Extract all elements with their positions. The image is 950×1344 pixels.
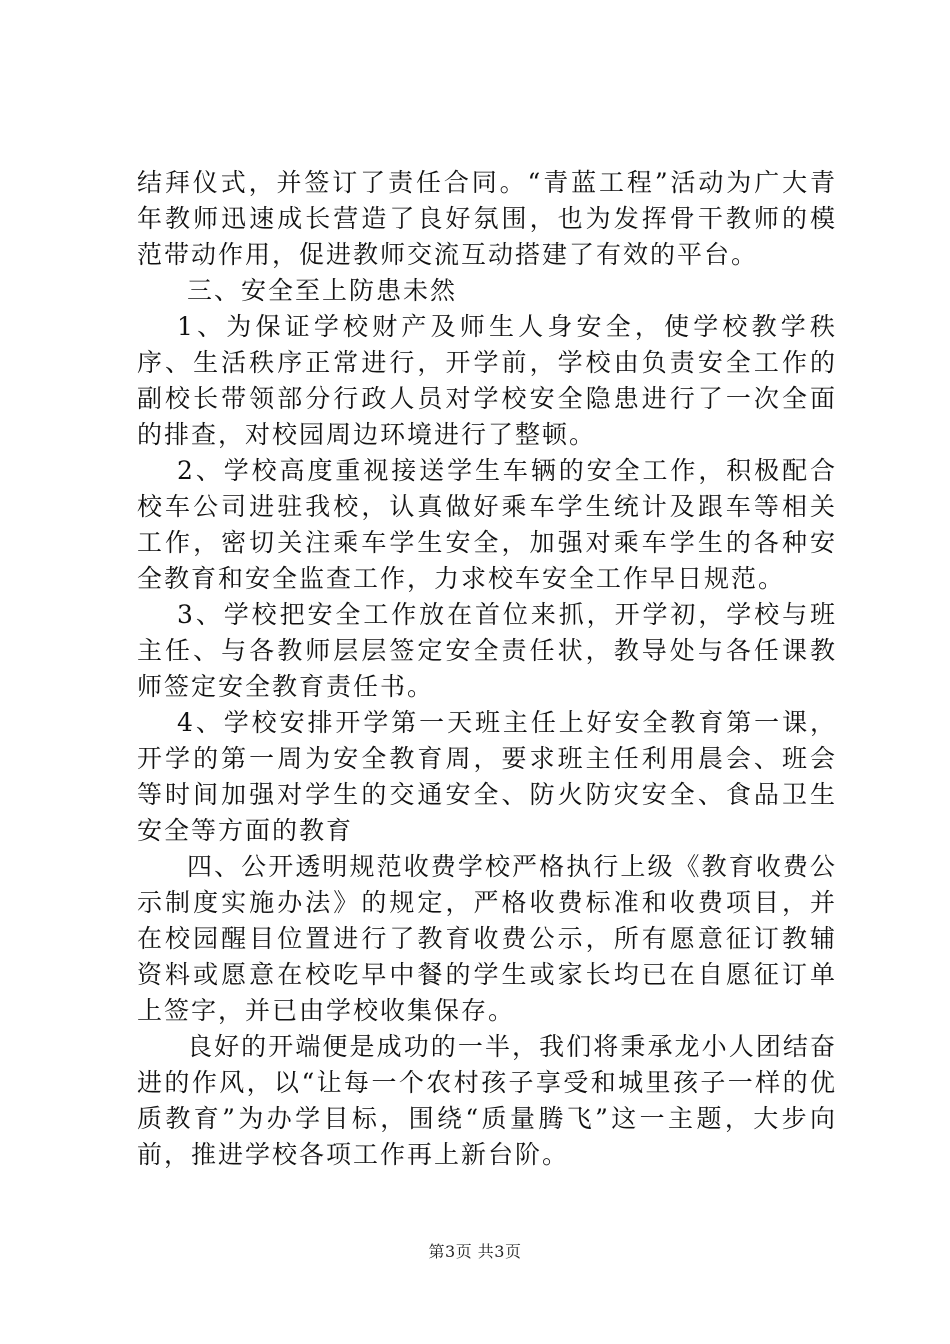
paragraph-continuation: 结拜仪式，并签订了责任合同。“青蓝工程”活动为广大青年教师迅速成长营造了良好氛围，也为发挥骨干教师的模范带动作用，促进教师交流互动搭建了有效的平台。: [137, 168, 837, 269]
safety-item-2: 2、学校高度重视接送学生车辆的安全工作，积极配合校车公司进驻我校，认真做好乘车学生统计及跟车等相关工作，密切关注乘车学生安全，加强对乘车学生的各种安全教育和安全监查工作，力求校车安全工作早日规范。: [137, 456, 837, 593]
page-number-footer: 第3页 共3页: [428, 1242, 522, 1261]
safety-item-3: 3、学校把安全工作放在首位来抓，开学初，学校与班主任、与各教师层层签定安全责任状，教导处与各任课教师签定安全教育责任书。: [137, 600, 837, 701]
document-body: [137, 165, 837, 1173]
closing-paragraph: 良好的开端便是成功的一半，我们将秉承龙小人团结奋进的作风，以“让每一个农村孩子享受和城里孩子一样的优质教育”为办学目标，围绕“质量腾飞”这一主题，大步向前，推进学校各项工作再上新台阶。: [137, 1032, 837, 1169]
safety-item-4: 4、学校安排开学第一天班主任上好安全教育第一课，开学的第一周为安全教育周，要求班主任利用晨会、班会等时间加强对学生的交通安全、防火防灾安全、食品卫生安全等方面的教育: [137, 708, 837, 845]
safety-item-1: 1、为保证学校财产及师生人身安全，使学校教学秩序、生活秩序正常进行，开学前，学校由负责安全工作的副校长带领部分行政人员对学校安全隐患进行了一次全面的排查，对校园周边环境进行了整顿。: [137, 312, 837, 449]
section-fees-paragraph: 四、公开透明规范收费学校严格执行上级《教育收费公示制度实施办法》的规定，严格收费标准和收费项目，并在校园醒目位置进行了教育收费公示，所有愿意征订教辅资料或愿意在校吃早中餐的学生或家长均已在自愿征订单上签字，并已由学校收集保存。: [137, 852, 837, 1025]
section-heading-safety: 三、安全至上防患未然: [187, 276, 458, 305]
